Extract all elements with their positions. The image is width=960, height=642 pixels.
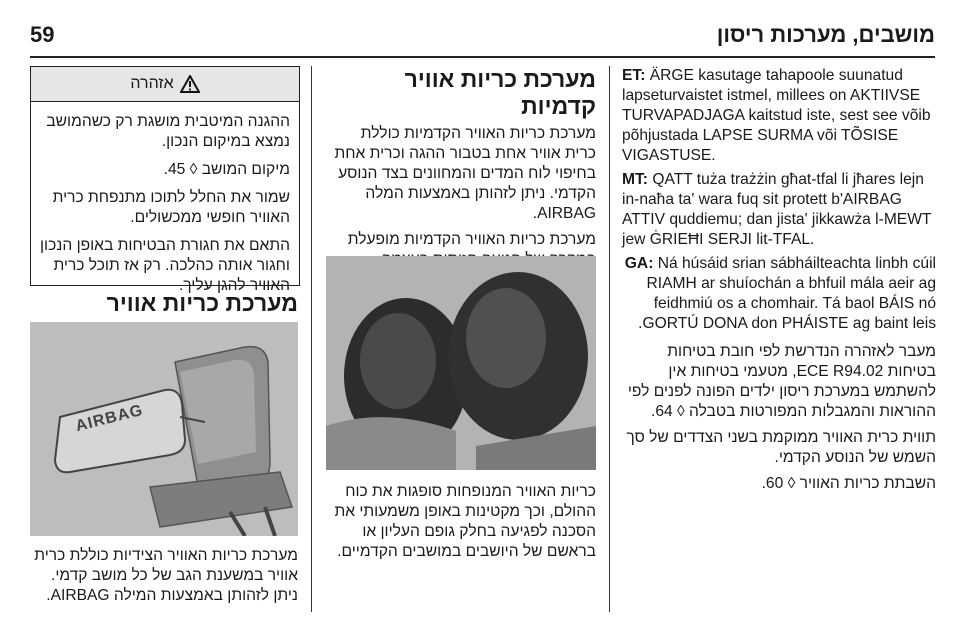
lang-code-et: ET: [622, 67, 646, 84]
regulation-paragraph-1: מעבר לאזהרה הנדרשת לפי חובת בטיחות בטיחות ECE R94.02, מטעמי בטיחות אין להשתמש במערכת ריסון ילדים הפונה לפנים לפי ההוראות והמגבלות המפורטות בטבלה ◊ 64. [627, 343, 936, 420]
warning-ga-text: Ná húsáid srian sábháilteachta linbh cúil RIAMH ar shuíochán a bhfuil mála aeir ag feidhmiú os a chomhair. Tá baol BÁIS nó GORTÚ DONA don PHÁISTE ag baint leis. [638, 255, 936, 332]
seat-airbag-figure [30, 322, 298, 536]
multilingual-warnings [622, 66, 936, 494]
warning-paragraph: התאם את חגורת הבטיחות באופן הנכון וחגור אותה כהלכה. רק אז תוכל כרית האוויר להגן עליך. [40, 237, 290, 294]
front-airbag-paragraph-2: מערכת כריות האוויר הקדמיות מופעלת [347, 231, 596, 248]
warning-paragraph: שמור את החלל לתוכו מתנפחת כרית האוויר חופשי ממכשולים. [52, 189, 290, 226]
column-divider-right [609, 66, 610, 612]
warning-body [31, 102, 299, 296]
warning-box [30, 66, 300, 294]
warning-paragraph: מיקום המושב ◊ 45. [163, 161, 290, 178]
warning-mt [622, 170, 936, 250]
page-number: 59 [30, 22, 55, 47]
warning-mt-text: QATT tuża trażżin għat-tfal li jħares lejn in-naħa ta' wara fuq sit protett b'AIRBAG ATTIV quddiemu; dan jista' jikkawża l-MEWT jew ĠRIEĦI SERJI lit-TFAL. [622, 171, 932, 248]
front-airbag-heading: מערכת כריות אוויר קדמיות [404, 66, 596, 119]
lang-code-mt: MT: [622, 171, 648, 188]
seat-illustration [30, 322, 298, 536]
side-airbag-paragraph: מערכת כריות האוויר הצידיות כוללת כרית אוויר במשענת הגב של כל מושב קדמי. ניתן לזהותן באמצעות המילה AIRBAG. [34, 547, 298, 604]
column-divider-left [311, 66, 312, 612]
page-header [30, 22, 935, 52]
warning-title: אזהרה [130, 75, 174, 92]
warning-et-text: ÄRGE kasutage tahapoole suunatud lapseturvaistet istmel, millees on AKTIIVSE TURVAPADJAGA kaitstud iste, sest see võib põhjustada LAPSE SURMA või TÕSISE VIGASTUSE. [622, 67, 931, 164]
header-rule [30, 56, 935, 58]
warning-paragraph: ההגנה המיטבית מושגת רק כשהמושב נמצא במיקום הנכון. [46, 113, 290, 150]
regulation-paragraph-2: תווית כרית האוויר ממוקמת בשני הצדדים של סך השמש של הנוסע הקדמי. [626, 429, 936, 466]
side-airbag-text [30, 546, 298, 606]
front-airbag-paragraph-1: מערכת כריות האוויר הקדמיות כוללת כרית אוויר אחת בטבור ההגה וכרית אחת בחיפוי לוח המדים והמחוונים בצד הנוסע הקדמי. ניתן לזהותן באמצעות המלה AIRBAG. [334, 125, 596, 222]
front-airbag-figure [326, 256, 596, 470]
page-title: מושבים, מערכות ריסון [716, 22, 935, 47]
front-airbag-caption-text: כריות האוויר המנופחות סופגות את כוח ההולם, וכך מקטינות באופן משמעותי את הסכנה לפגיעה בחלק גופם העליון או בראשם של היושבים במושבים הקדמיים. [334, 483, 596, 560]
inflated-airbags-illustration [326, 256, 596, 470]
lang-code-ga: GA: [624, 255, 654, 272]
front-airbag-caption [326, 482, 596, 562]
warning-et [622, 66, 936, 166]
side-airbag-heading: מערכת כריות אוויר [106, 290, 298, 316]
warning-header [31, 67, 299, 102]
airbag-label-tag: AIRBAG [73, 401, 146, 436]
warning-ga [622, 254, 936, 334]
warning-triangle-icon [180, 75, 200, 93]
regulation-paragraph-3: השבתת כריות האוויר ◊ 60. [761, 475, 936, 492]
